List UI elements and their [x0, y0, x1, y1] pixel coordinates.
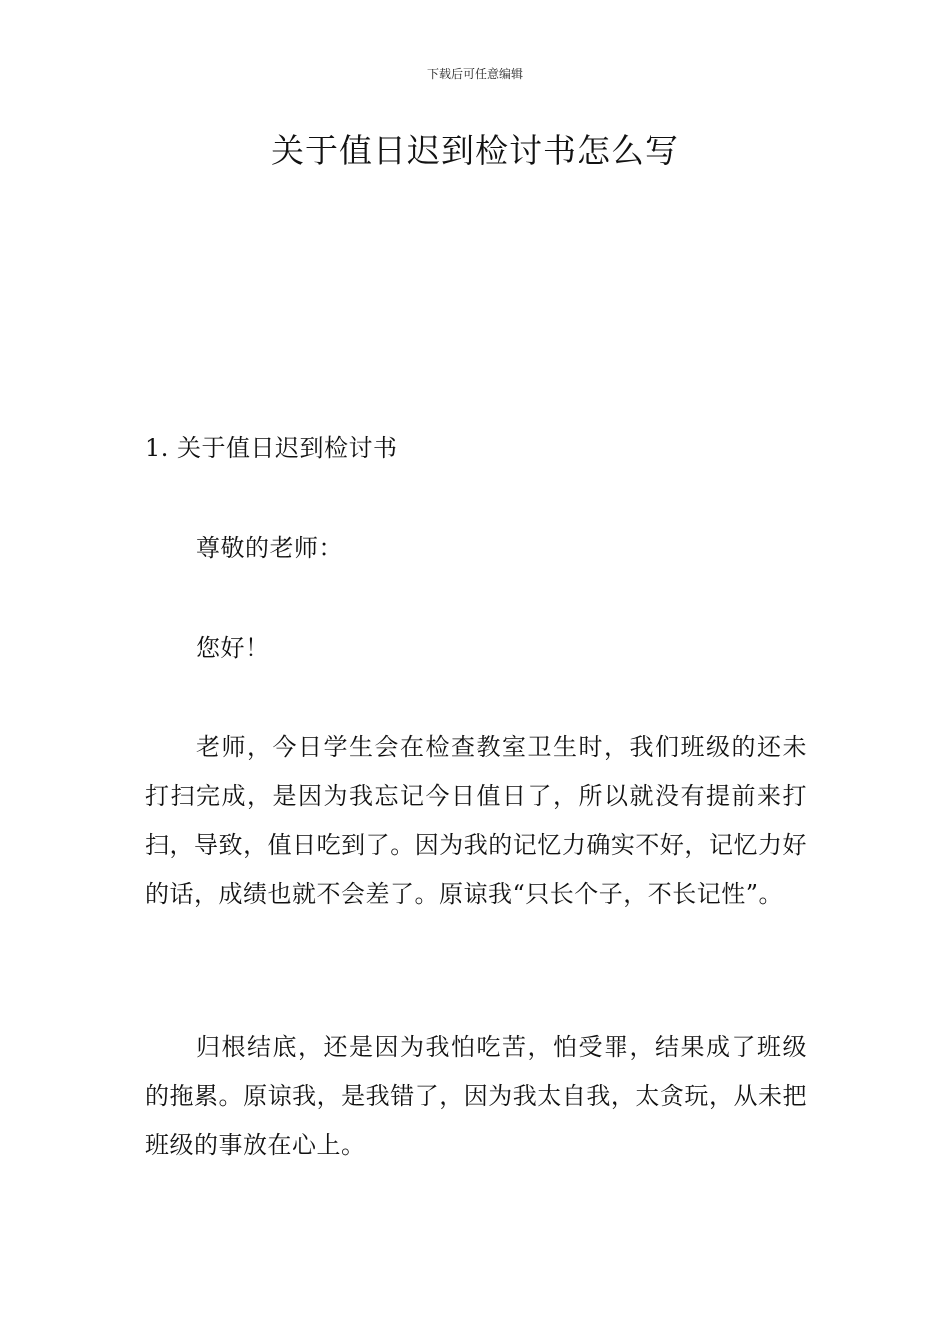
greeting: 您好！ — [196, 634, 270, 662]
salutation: 尊敬的老师： — [196, 534, 343, 562]
body-paragraph: 归根结底，还是因为我怕吃苦，怕受罪，结果成了班级的拖累。原谅我，是我错了，因为我太自我，太贪玩，从未把班级的事放在心上。 — [145, 1033, 807, 1159]
header-note: 下载后可任意编辑 — [426, 67, 523, 81]
body-paragraph: 老师，今日学生会在检查教室卫生时，我们班级的还未打扫完成，是因为我忘记今日值日了，所以就没有提前来打扫，导致，值日吃到了。因为我的记忆力确实不好，记忆力好的话，成绩也就不会差了。原谅我“只长个子，不长记性”。 — [145, 733, 807, 908]
document-title: 关于值日迟到检讨书怎么写 — [271, 131, 679, 170]
section-heading: 1. 关于值日迟到检讨书 — [145, 434, 398, 462]
